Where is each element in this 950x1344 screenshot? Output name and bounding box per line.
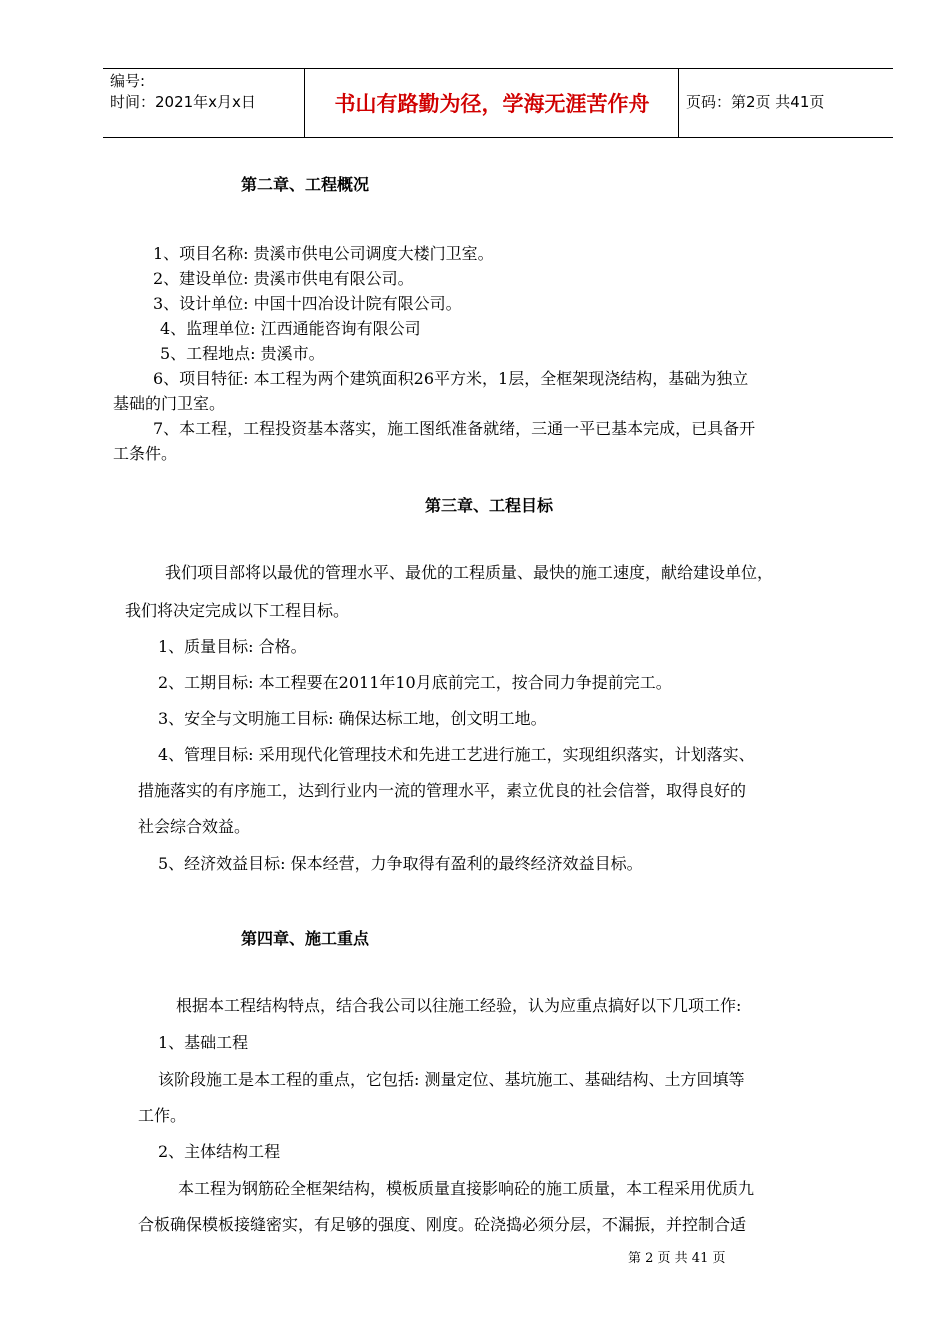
page-header bbox=[103, 68, 893, 138]
chapter3-item: 我们项目部将以最优的管理水平、最优的工程质量、最快的施工速度，献给建设单位， bbox=[165, 563, 774, 582]
chapter4-item: 该阶段施工是本工程的重点，它包括: 测量定位、基坑施工、基础结构、土方回填等 bbox=[158, 1070, 745, 1089]
chapter3-item: 3、安全与文明施工目标: 确保达标工地，创文明工地。 bbox=[158, 709, 547, 728]
chapter3-item: 5、经济效益目标: 保本经营，力争取得有盈利的最终经济效益目标。 bbox=[158, 854, 643, 873]
page-footer: 第 2 页 共 41 页 bbox=[628, 1251, 726, 1266]
chapter3-title: 第三章、工程目标 bbox=[425, 496, 554, 515]
chapter2-item: 工条件。 bbox=[113, 444, 178, 463]
chapter4-title: 第四章、施工重点 bbox=[241, 929, 370, 948]
chapter3-item: 2、工期目标: 本工程要在2011年10月底前完工，按合同力争提前完工。 bbox=[158, 673, 672, 692]
header-page-label: 页码：第2页 共41页 bbox=[686, 93, 825, 111]
chapter3-item: 社会综合效益。 bbox=[138, 817, 251, 836]
chapter2-title: 第二章、工程概况 bbox=[241, 175, 370, 194]
header-motto: 书山有路勤为径，学海无涯苦作舟 bbox=[334, 92, 650, 116]
chapter4-item: 本工程为钢筋砼全框架结构，模板质量直接影响砼的施工质量，本工程采用优质九 bbox=[178, 1179, 755, 1198]
chapter4-item: 工作。 bbox=[138, 1106, 187, 1125]
chapter4-item: 2、主体结构工程 bbox=[158, 1142, 281, 1161]
chapter2-item: 2、建设单位: 贵溪市供电有限公司。 bbox=[153, 269, 414, 288]
chapter2-item: 5、工程地点: 贵溪市。 bbox=[160, 344, 325, 363]
chapter3-item: 4、管理目标: 采用现代化管理技术和先进工艺进行施工，实现组织落实，计划落实、 bbox=[158, 745, 755, 764]
header-left bbox=[110, 71, 256, 113]
chapter2-item: 6、项目特征: 本工程为两个建筑面积26平方米，1层，全框架现浇结构，基础为独立 bbox=[153, 369, 749, 388]
time-label: 时间：2021年x月x日 bbox=[110, 93, 256, 111]
chapter3-item: 措施落实的有序施工，达到行业内一流的管理水平，素立优良的社会信誉，取得良好的 bbox=[138, 781, 747, 800]
chapter2-item: 基础的门卫室。 bbox=[113, 394, 226, 413]
chapter3-item: 1、质量目标: 合格。 bbox=[158, 637, 307, 656]
chapter4-item: 合板确保模板接缝密实，有足够的强度、刚度。砼浇捣必须分层，不漏振，并控制合适 bbox=[138, 1215, 747, 1234]
chapter2-item: 4、监理单位: 江西通能咨询有限公司 bbox=[160, 319, 421, 338]
chapter4-item: 根据本工程结构特点，结合我公司以往施工经验，认为应重点搞好以下几项工作: bbox=[176, 996, 742, 1015]
chapter2-item: 1、项目名称: 贵溪市供电公司调度大楼门卫室。 bbox=[153, 244, 494, 263]
number-label: 编号: bbox=[110, 72, 146, 90]
chapter2-item: 3、设计单位: 中国十四冶设计院有限公司。 bbox=[153, 294, 462, 313]
header-divider bbox=[678, 69, 679, 137]
chapter2-item: 7、本工程，工程投资基本落实，施工图纸准备就绪，三通一平已基本完成，已具备开 bbox=[153, 419, 756, 438]
chapter4-item: 1、基础工程 bbox=[158, 1033, 249, 1052]
chapter3-item: 我们将决定完成以下工程目标。 bbox=[125, 601, 350, 620]
header-divider bbox=[304, 69, 305, 137]
